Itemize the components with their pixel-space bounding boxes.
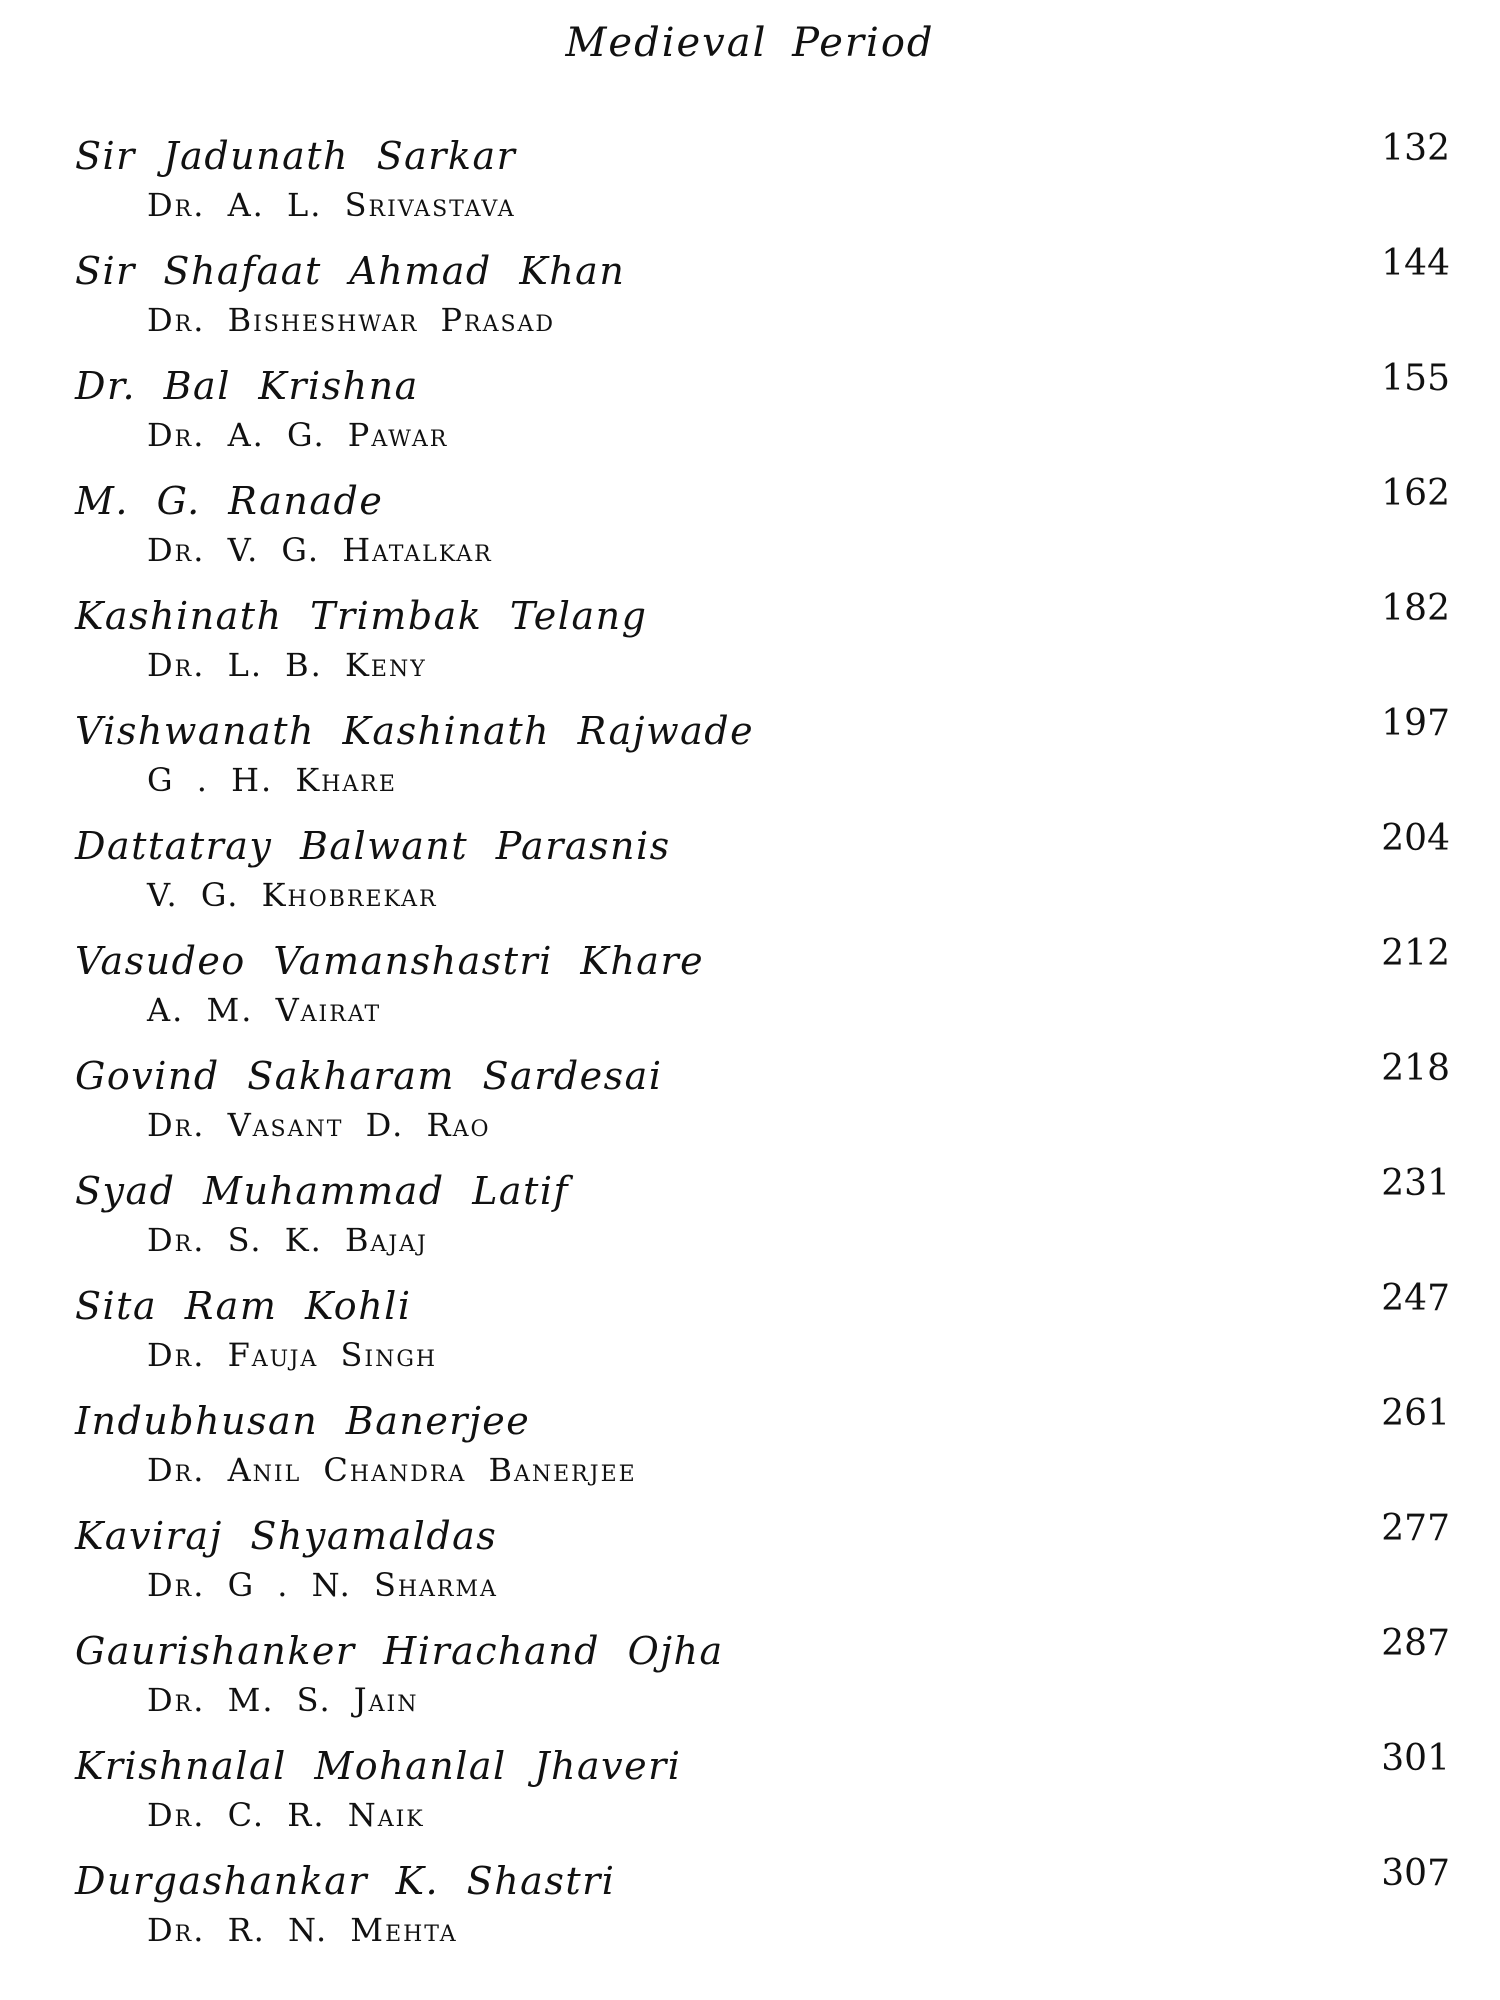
entry-page-number: 132 xyxy=(1381,128,1450,169)
entry-author: Dr. Vasant D. Rao xyxy=(147,1106,491,1144)
entry-subject: Krishnalal Mohanlal Jhaveri xyxy=(75,1744,682,1788)
entry-page-number: 155 xyxy=(1381,358,1450,399)
entry-subject: M. G. Ranade xyxy=(75,479,384,523)
section-title: Medieval Period xyxy=(565,20,935,66)
entry-author: Dr. M. S. Jain xyxy=(147,1681,419,1719)
toc-entry xyxy=(75,1508,1450,1629)
entry-subject: Dr. Bal Krishna xyxy=(75,364,419,408)
entry-subject: Syad Muhammad Latif xyxy=(75,1169,570,1213)
entry-page-number: 162 xyxy=(1381,473,1450,514)
entry-author: Dr. S. K. Bajaj xyxy=(147,1221,428,1259)
toc-entry xyxy=(75,1393,1450,1514)
toc-entry xyxy=(75,1738,1450,1859)
entry-author: Dr. Bisheshwar Prasad xyxy=(147,301,556,339)
entry-page-number: 247 xyxy=(1381,1278,1450,1319)
entry-author: Dr. Anil Chandra Banerjee xyxy=(147,1451,637,1489)
entry-page-number: 144 xyxy=(1381,243,1450,284)
entry-page-number: 261 xyxy=(1381,1393,1450,1434)
toc-entry xyxy=(75,1853,1450,1974)
entry-author: Dr. A. G. Pawar xyxy=(147,416,449,454)
toc-entry xyxy=(75,128,1450,249)
entry-page-number: 212 xyxy=(1381,933,1450,974)
entry-subject: Vasudeo Vamanshastri Khare xyxy=(75,939,705,983)
entry-author: Dr. L. B. Keny xyxy=(147,646,427,684)
entry-subject: Sir Jadunath Sarkar xyxy=(75,134,517,178)
entry-page-number: 182 xyxy=(1381,588,1450,629)
entry-author: Dr. R. N. Mehta xyxy=(147,1911,458,1949)
entry-subject: Gaurishanker Hirachand Ojha xyxy=(75,1629,724,1673)
toc-entry xyxy=(75,243,1450,364)
entry-author: V. G. Khobrekar xyxy=(147,876,438,914)
table-of-contents xyxy=(75,128,1450,1974)
toc-entry xyxy=(75,1163,1450,1284)
entry-author: A. M. Vairat xyxy=(147,991,382,1029)
entry-page-number: 197 xyxy=(1381,703,1450,744)
entry-page-number: 301 xyxy=(1381,1738,1450,1779)
entry-subject: Govind Sakharam Sardesai xyxy=(75,1054,663,1098)
entry-subject: Kaviraj Shyamaldas xyxy=(75,1514,498,1558)
entry-subject: Durgashankar K. Shastri xyxy=(75,1859,616,1903)
entry-author: Dr. G . N. Sharma xyxy=(147,1566,498,1604)
entry-subject: Sita Ram Kohli xyxy=(75,1284,412,1328)
entry-page-number: 277 xyxy=(1381,1508,1450,1549)
toc-entry xyxy=(75,818,1450,939)
entry-subject: Dattatray Balwant Parasnis xyxy=(75,824,671,868)
entry-subject: Sir Shafaat Ahmad Khan xyxy=(75,249,626,293)
toc-entry xyxy=(75,1623,1450,1744)
entry-author: G . H. Khare xyxy=(147,761,397,799)
entry-subject: Vishwanath Kashinath Rajwade xyxy=(75,709,755,753)
entry-page-number: 231 xyxy=(1381,1163,1450,1204)
entry-author: Dr. A. L. Srivastava xyxy=(147,186,516,224)
entry-subject: Indubhusan Banerjee xyxy=(75,1399,531,1443)
toc-entry xyxy=(75,933,1450,1054)
toc-entry xyxy=(75,703,1450,824)
toc-entry xyxy=(75,588,1450,709)
toc-entry xyxy=(75,1278,1450,1399)
entry-page-number: 287 xyxy=(1381,1623,1450,1664)
toc-entry xyxy=(75,1048,1450,1169)
toc-entry xyxy=(75,473,1450,594)
entry-page-number: 204 xyxy=(1381,818,1450,859)
entry-author: Dr. C. R. Naik xyxy=(147,1796,425,1834)
entry-subject: Kashinath Trimbak Telang xyxy=(75,594,648,638)
entry-author: Dr. Fauja Singh xyxy=(147,1336,438,1374)
entry-page-number: 218 xyxy=(1381,1048,1450,1089)
entry-page-number: 307 xyxy=(1381,1853,1450,1894)
entry-author: Dr. V. G. Hatalkar xyxy=(147,531,493,569)
toc-entry xyxy=(75,358,1450,479)
